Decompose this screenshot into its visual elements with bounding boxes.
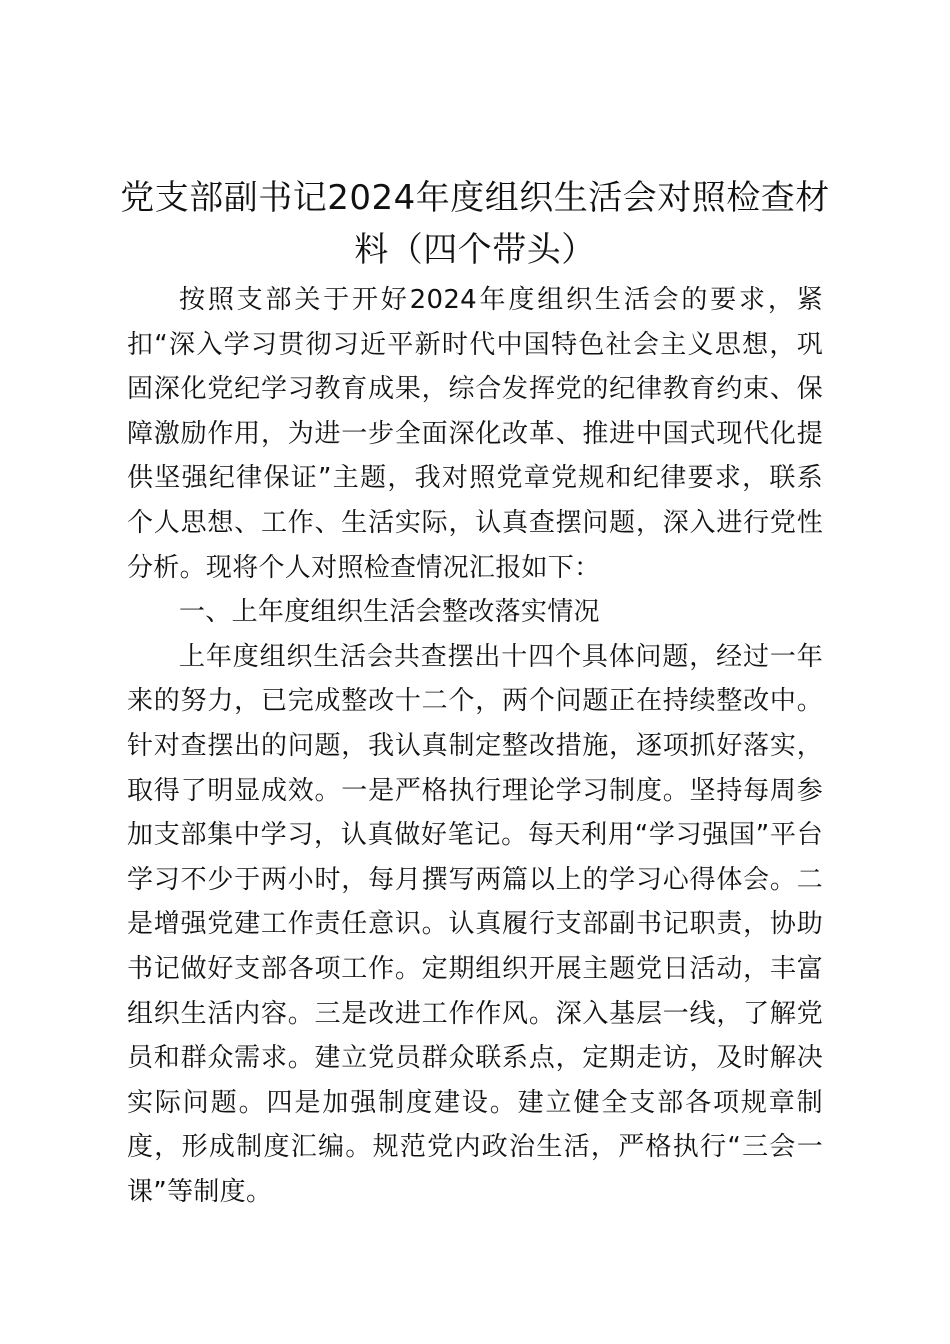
section-1-paragraph: 上年度组织生活会共查摆出十四个具体问题，经过一年来的努力，已完成整改十二个，两个问题正在持续整改中。针对查摆出的问题，我认真制定整改措施，逐项抓好落实，取得了明显成效。一是严格执行理论学习制度。坚持每周参加支部集中学习，认真做好笔记。每天利用“学习强国”平台学习不少于两小时，每月撰写两篇以上的学习心得体会。二是增强党建工作责任意识。认真履行支部副书记职责，协助书记做好支部各项工作。定期组织开展主题党日活动，丰富组织生活内容。三是改进工作作风。深入基层一线，了解党员和群众需求。建立党员群众联系点，定期走访，及时解决实际问题。四是加强制度建设。建立健全支部各项规章制度，形成制度汇编。规范党内政治生活，严格执行“三会一课”等制度。: [127, 641, 823, 1207]
document-title: 党支部副书记2024年度组织生活会对照检查材料（四个带头）: [120, 178, 830, 270]
intro-paragraph: 按照支部关于开好2024年度组织生活会的要求，紧扣“深入学习贯彻习近平新时代中国特色社会主义思想，巩固深化党纪学习教育成果，综合发挥党的纪律教育约束、保障激励作用，为进一步全面深化改革、推进中国式现代化提供坚强纪律保证”主题，我对照党章党规和纪律要求，联系个人思想、工作、生活实际，认真查摆问题，深入进行党性分析。现将个人对照检查情况汇报如下：: [127, 285, 823, 583]
section-1-heading: 一、上年度组织生活会整改落实情况: [179, 597, 600, 628]
document-body: [127, 278, 823, 1214]
